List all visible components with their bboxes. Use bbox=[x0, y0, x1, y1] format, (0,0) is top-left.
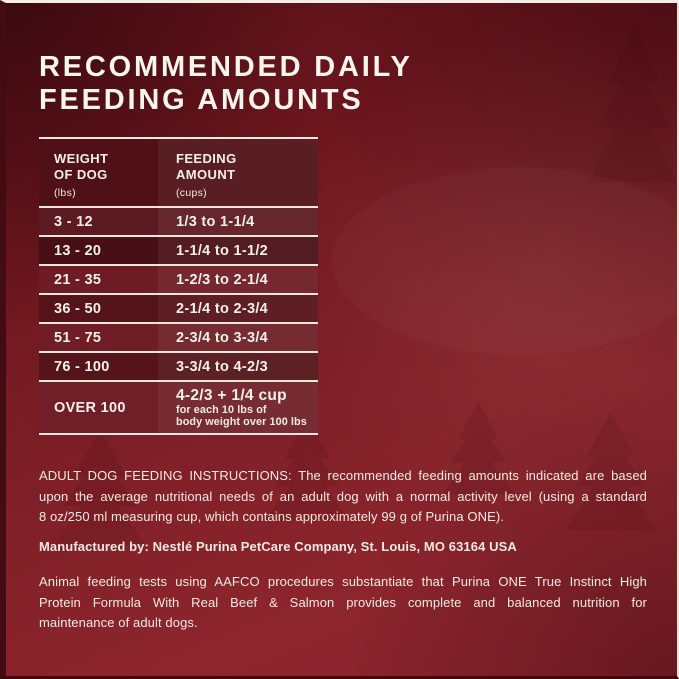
amount-cell: 1/3 to 1-1/4 bbox=[176, 213, 255, 230]
feeding-table bbox=[39, 137, 318, 435]
header-weight-unit: (lbs) bbox=[54, 187, 76, 199]
feeding-table-header bbox=[39, 139, 318, 208]
table-row bbox=[39, 266, 318, 295]
header-amount-line1: FEEDING bbox=[176, 151, 237, 166]
instructions-line: ADULT DOG FEEDING INSTRUCTIONS: The recommended feeding amounts indicated are based bbox=[39, 468, 647, 483]
header-feeding-amount bbox=[158, 139, 318, 206]
header-weight-line2: OF DOG bbox=[54, 166, 108, 182]
table-row-over-100 bbox=[39, 382, 318, 433]
amount-cell: 4-2/3 + 1/4 cup bbox=[176, 386, 287, 404]
amount-cell: 2-1/4 to 2-3/4 bbox=[176, 300, 269, 317]
weight-cell: 21 - 35 bbox=[54, 271, 102, 288]
header-amount-unit: (cups) bbox=[176, 187, 207, 199]
table-row bbox=[39, 208, 318, 237]
instructions-line: upon the average nutritional needs of an adult dog with a normal activity level (using a standard bbox=[39, 488, 647, 504]
page-title-line2: FEEDING AMOUNTS bbox=[39, 84, 364, 116]
table-row bbox=[39, 237, 318, 266]
weight-cell: 3 - 12 bbox=[54, 213, 93, 230]
header-amount-line2: AMOUNT bbox=[176, 166, 236, 182]
page-title-line1: RECOMMENDED DAILY bbox=[39, 51, 413, 83]
weight-cell: 76 - 100 bbox=[54, 358, 110, 375]
amount-cell: 3-3/4 to 4-2/3 bbox=[176, 358, 269, 375]
manufacturer-line: Manufactured by: Nestlé Purina PetCare Company, St. Louis, MO 63164 USA bbox=[39, 539, 517, 554]
header-weight-line1: WEIGHT bbox=[54, 151, 109, 166]
aafco-line: Animal feeding tests using AAFCO procedures substantiate that Purina ONE True Instinct High bbox=[39, 574, 647, 589]
weight-cell: 13 - 20 bbox=[54, 242, 102, 259]
table-row bbox=[39, 353, 318, 382]
instructions-line: 8 oz/250 ml measuring cup, which contains approximately 99 g of Purina ONE). bbox=[39, 509, 504, 524]
amount-note-line2: body weight over 100 lbs bbox=[176, 416, 307, 428]
aafco-line: Protein Formula With Real Beef & Salmon provides complete and balanced nutrition for bbox=[39, 594, 647, 610]
weight-cell: 51 - 75 bbox=[54, 329, 102, 346]
table-row bbox=[39, 295, 318, 324]
table-row bbox=[39, 324, 318, 353]
amount-cell: 1-1/4 to 1-1/2 bbox=[176, 242, 269, 259]
header-weight-of-dog bbox=[39, 139, 158, 206]
amount-cell: 2-3/4 to 3-3/4 bbox=[176, 329, 269, 346]
amount-note-line1: for each 10 lbs of bbox=[176, 403, 267, 416]
amount-cell: 1-2/3 to 2-1/4 bbox=[176, 271, 269, 288]
feeding-instructions-paragraph bbox=[39, 466, 647, 528]
weight-cell: OVER 100 bbox=[54, 399, 126, 416]
aafco-statement-paragraph bbox=[39, 572, 647, 634]
aafco-line: maintenance of adult dogs. bbox=[39, 615, 198, 630]
weight-cell: 36 - 50 bbox=[54, 300, 102, 317]
page-title bbox=[39, 51, 413, 117]
